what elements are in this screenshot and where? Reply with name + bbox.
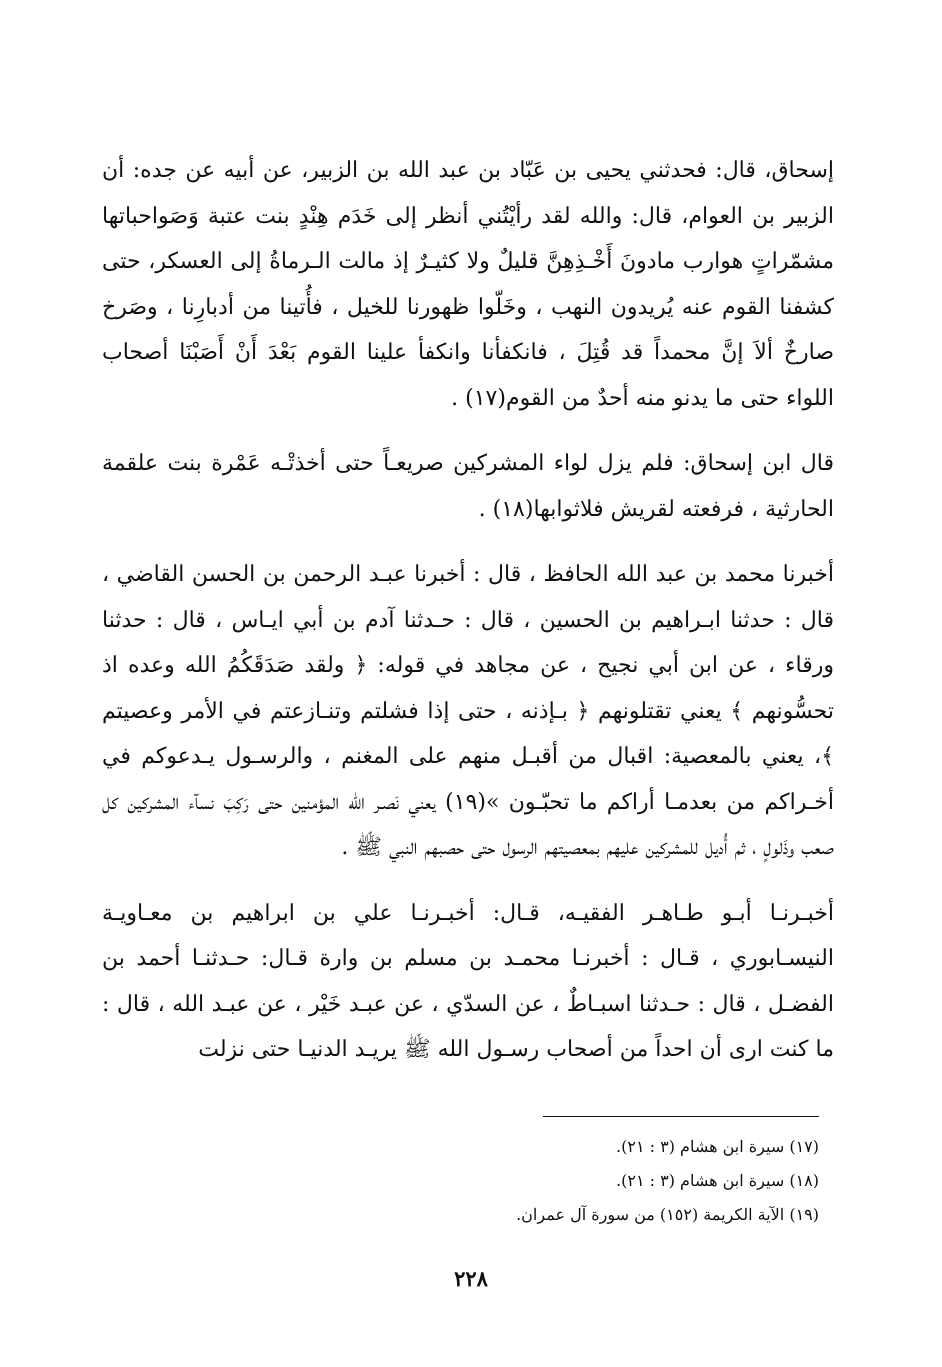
footnote-divider — [543, 1116, 819, 1117]
paragraph-4: أخبـرنـا أبـو طـاهـر الفقيـه، قـال: أخبـرنـا علي بن ابراهيم بن معـاويـة النيسـابوري ، قـال : أخبرنـا محمـد بن مسلم بن وارة قـال: حـدثنـا أحمد بن الفضـل ، قال : حـدثنا اسبـاطٌ ، عن السدّي ، عن عبـد خَيْر ، عن عبـد الله ، قال : ما كنت ارى أن احداً من أصحاب رسـول الله ﷺ يريـد الدنيـا حتى نزلت — [102, 900, 834, 1062]
paragraph-2: قال ابن إسحاق: فلم يزل لواء المشركين صريعـاً حتى أخذتْـه عَمْرة بنت علقمة الحارثية ، فرفعته لقريش فلاثوابها(١٨) . — [102, 451, 834, 522]
footnotes — [300, 1130, 819, 1232]
footnote-18: (١٨) سيرة ابن هشام (٣ : ٢١). — [616, 1171, 819, 1190]
paragraph-1: إسحاق، قال: فحدثني يحيى بن عَبّاد بن عبد الله بن الزبير، عن أبيه عن جده: أن الزبير بن العوام، قال: والله لقد رأيْتُني أنظر إلى خَدَم هِنْدٍ بنت عتبة وَصَواحباتها مشمّراتٍ هوارب مادونَ أَخْـذِهِنَّ قليلٌ ولا كثيـرٌ إذ مالت الـرماةُ إلى العسكر، حتى كشفنا القوم عنه يُريدون النهب ، وخَلّوا ظهورنا للخيل ، فأُتينا من أدبارِنا ، وصَرخ صارخٌ ألاَ إنَّ محمداً قد قُتِلَ ، فانكفأنا وانكفأ علينا القوم بَعْدَ أَنْ أَصَبْنَا أصحاب اللواء حتى ما يدنو منه أحدٌ من القوم(١٧) . — [102, 158, 834, 411]
paragraph-3: أخبرنا محمد بن عبد الله الحافظ ، قال : أخبرنا عبـد الرحمن بن الحسن القاضي ، قال : حدثنا ابـراهيم بن الحسين ، قال : حـدثنا آدم بن أبي ايـاس ، قال : حدثنا ورقاء ، عن ابن أبي نجيح ، عن مجاهد في قوله: ﴿ ولقد صَدَقَكُمُ الله وعده اذ تحسُّونهم ﴾ يعني تقتلونهم ﴿ بـإذنه ، حتى إذا فشلتم وتنـازعتم في الأمر وعصيتم ﴾، يعني بالمعصية: اقبال من أقبـل منهم على المغنم ، والرسـول يـدعوكم في أخـراكم من بعدمـا أراكم ما تحبّـون »(١٩) يعني نَصـر الله المؤمنين حتى رَكِبَ نسآء المشركين كل صعب وذَلولٍ ، ثم أُديل للمشركين عليهم بمعصيتهم الرسول حتى حصبهم النبي ﷺ . — [102, 562, 834, 860]
footnote-19: (١٩) الآية الكريمة (١٥٢) من سورة آل عمران. — [516, 1205, 819, 1224]
footnote-17: (١٧) سيرة ابن هشام (٣ : ٢١). — [616, 1137, 819, 1156]
main-text — [102, 148, 834, 1073]
page-number: ٢٢٨ — [454, 1266, 488, 1291]
